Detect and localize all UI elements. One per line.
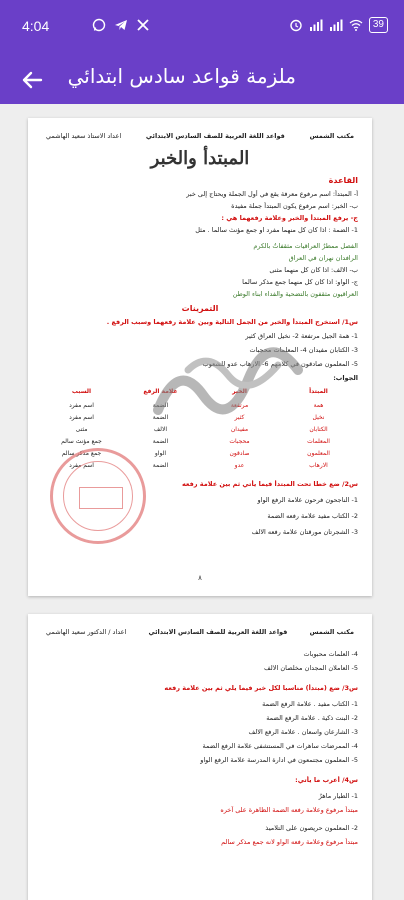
watermark-icon	[148, 340, 318, 430]
table-cell: نخيل	[312, 414, 325, 421]
table-cell: همة	[313, 402, 324, 409]
app-bar	[0, 56, 404, 104]
example-line: العراقيون مثقفون بالتضحية والفداء ابناء الوطن	[232, 290, 358, 298]
table-cell: عدو	[234, 462, 245, 469]
table-cell: اسم مفرد	[69, 402, 94, 409]
question-item: 3- الشجرتان مورقتان علامة رفعه الالف	[251, 528, 358, 536]
rule-line: 1- الضمة : اذا كان كل منهما مفرد او جمع مؤنث سالما . مثل	[195, 226, 358, 234]
page-title: المبتدأ والخبر	[150, 148, 250, 169]
table-cell: الواو	[154, 450, 167, 457]
question-1: س1/ استخرج المبتدأ والخبر من الجمل التالية وبين علامة رفعهما وسبب الرفع .	[106, 318, 358, 326]
table-cell: الكتابان	[309, 426, 328, 433]
table-header-cell: علامة الرفع	[143, 388, 178, 395]
rule-line: ج- يرفع المبتدأ والخبر وعلامة رفعهما هي :	[221, 214, 358, 222]
header-author: اعداد الاستاذ سعيد الهاشمي	[46, 132, 122, 140]
answer-line: 4- الممرضات ساهرات في المستشفى علامة الرفع الضمة	[202, 742, 358, 750]
telegram-icon	[114, 18, 128, 32]
pdf-viewer[interactable]	[0, 104, 404, 900]
exercises-title: التمرينات	[181, 304, 219, 313]
table-cell: مفيدان	[230, 426, 249, 433]
answer-title: الجواب:	[333, 374, 358, 382]
question-item: 1- همة الجيل مرتفعة 2- نخيل العراق كثير	[245, 332, 358, 340]
rule-title: القاعدة	[328, 176, 358, 185]
answer-line: مبتدأ مرفوع وعلامة رفعه الضمة الظاهرة على آخره	[220, 806, 358, 814]
tools-icon	[136, 18, 150, 32]
app-title: ملزمة قواعد سادس ابتدائي	[67, 64, 296, 88]
answer-line: 2- المعلمون حريصون على التلاميذ	[265, 824, 358, 832]
pdf-page-1	[28, 118, 372, 596]
table-cell: الضمة	[152, 462, 169, 469]
table-cell: كثير	[234, 414, 245, 421]
answer-line: 5- المعلمون مجتمعون في ادارة المدرسة علامة الرفع الواو	[200, 756, 358, 764]
table-cell: الضمة	[152, 438, 169, 445]
example-line: ج- الواو: اذا كان كل منهما جمع مذكر سالما	[242, 278, 358, 286]
table-cell: اسم مفرد	[69, 414, 94, 421]
table-cell: الالف	[153, 426, 168, 433]
answer-line: 4- العلمات محبوبات	[303, 650, 358, 658]
header-subject: قواعد اللغة العربية للصف السادس الابتدائي	[145, 132, 285, 140]
table-header-cell: السبب	[71, 388, 92, 395]
status-bar	[0, 0, 404, 56]
notification-icons	[92, 18, 150, 32]
page-header	[46, 628, 354, 636]
question-2: س2/ ضع خطا تحت المبتدأ فيما يأتي ثم بين علامة رفعه	[181, 480, 358, 488]
answer-line: مبتدأ مرفوع وعلامة رفعه الواو لانه جمع مذكر سالم	[221, 838, 358, 846]
table-header-cell: المبتدأ	[309, 388, 328, 395]
question-item: 1- الناجحون فرحون علامة الرفع الواو	[257, 496, 358, 504]
table-cell: المعلمات	[307, 438, 330, 445]
example-line: ب- الالف: اذا كان كل منهما مثنى	[269, 266, 358, 274]
whatsapp-icon	[92, 18, 106, 32]
table-cell: مثنى	[75, 426, 88, 433]
question-item: 3- الكتابان مفيدان 4- المعلمات محجبات	[249, 346, 358, 354]
system-icons	[289, 17, 388, 33]
back-button[interactable]	[16, 64, 48, 96]
example-line: الفصل ممطرٌ العراقيات مثقفاتٌ بالكرم	[253, 242, 358, 250]
question-item: 5- المعلمون صادقون في كلامهم 6- الارهاب عدو للشعوب	[202, 360, 358, 368]
table-cell: اسم مفرد	[69, 462, 94, 469]
rule-line: أ- المبتدأ: اسم مرفوع معرفة يقع في أول الجملة ويحتاج إلى خبر	[186, 190, 358, 198]
header-subject: قواعد اللغة العربية للصف السادس الابتدائي	[148, 628, 288, 636]
example-line: الرافدان نهران في العراق	[288, 254, 358, 262]
stamp-icon	[50, 448, 146, 544]
rule-line: ب- الخبر: اسم مرفوع يكون المبتدأ جملة مفيدة	[231, 202, 358, 210]
table-cell: الارهاب	[309, 462, 328, 469]
status-time: 4:04	[22, 18, 50, 34]
signal-icon	[309, 18, 323, 32]
page-number: ٨	[198, 574, 202, 582]
wifi-icon	[349, 18, 363, 32]
answer-line: 2- البنت ذكية . علامة الرفع الضمة	[266, 714, 358, 722]
header-author: اعداد / الدكتور سعيد الهاشمي	[46, 628, 127, 636]
header-office: مكتب الشمس	[309, 628, 354, 636]
table-cell: جمع مذكر سالم	[61, 450, 102, 457]
table-cell: الضمة	[152, 414, 169, 421]
answer-line: 3- الشارعان واسعان . علامة الرفع الالف	[248, 728, 358, 736]
table-cell: جمع مؤنث سالم	[61, 438, 102, 445]
arrow-left-icon	[21, 69, 43, 91]
page-header	[46, 132, 354, 140]
table-header-cell: الخبر	[232, 388, 247, 395]
signal-icon-2	[329, 18, 343, 32]
table-cell: مرتفعة	[230, 402, 249, 409]
battery-icon: 39	[369, 17, 388, 33]
answer-line: 1- الطيار ماهرٌ	[318, 792, 358, 800]
question-4: س4/ أعرب ما يأتي:	[295, 776, 358, 784]
table-row	[42, 438, 358, 445]
answer-line: 1- الكتاب مفيد . علامة الرفع الضمة	[262, 700, 358, 708]
table-cell: صادقون	[229, 450, 250, 457]
question-item: 2- الكتاب مفيد علامة رفعه الضمة	[267, 512, 358, 520]
table-cell: المعلمون	[307, 450, 330, 457]
answer-line: 5- العاملان المجدان مخلصان الالف	[264, 664, 358, 672]
table-cell: محجبات	[229, 438, 250, 445]
pdf-page-2	[28, 614, 372, 900]
alarm-icon	[289, 18, 303, 32]
table-cell: الضمة	[152, 402, 169, 409]
question-3: س3/ ضع (مبتدأ) مناسبا لكل خبر فيما يلي ثم بين علامة رفعه	[164, 684, 358, 692]
header-office: مكتب الشمس	[309, 132, 354, 140]
